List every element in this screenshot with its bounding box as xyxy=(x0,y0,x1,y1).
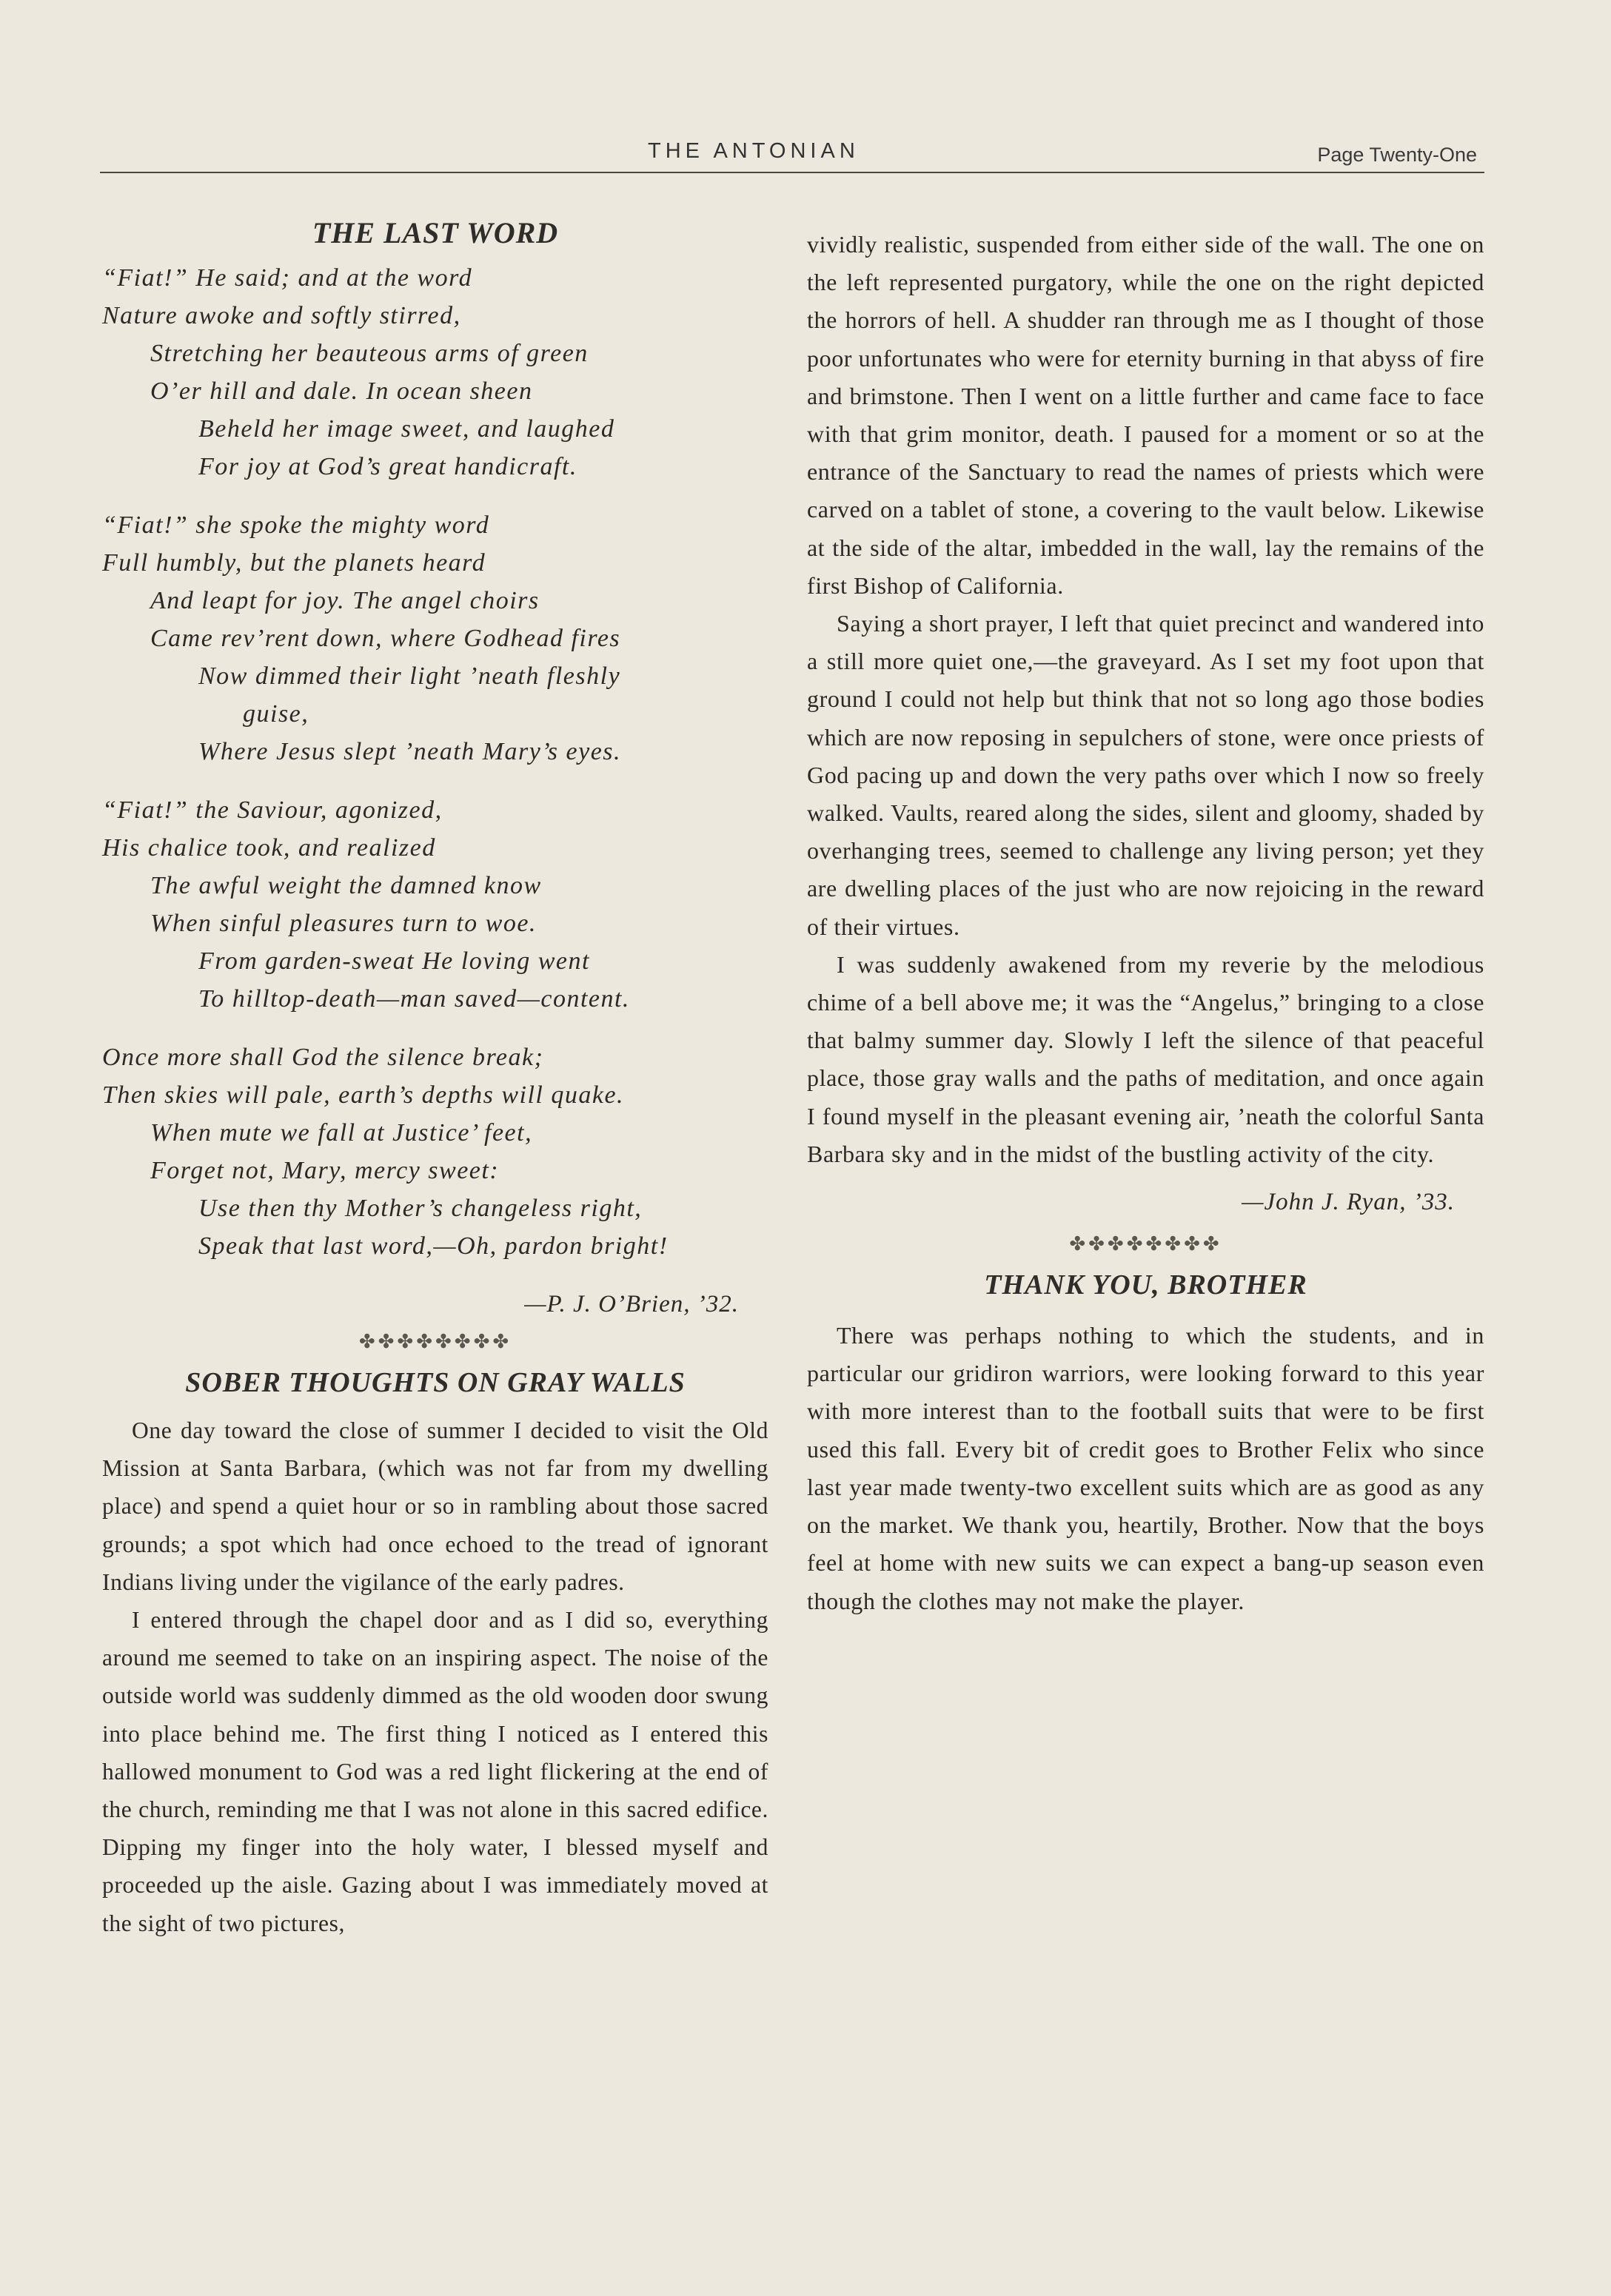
note-paragraph: There was perhaps nothing to which the students, and in particular our gridiron warriors, were looking forward to this year with more interest than to the football suits that were to be first used this fall. Every bit of credit goes to Brother Felix who since last year made twenty-two excellent suits which are as good as any on the market. We thank you, heartily, Brother. Now that the boys feel at home with new suits we can expect a bang-up season even though the clothes may not make the player. xyxy=(807,1322,1484,1614)
essay-paragraph-continued: vividly realistic, suspended from either side of the wall. The one on the left represented purgatory, while the one on the right depicted the horrors of hell. A shudder ran through me as I thought of those poor unfortunates who were for eternity burning in that abyss of fire and brimstone. Then I went on a little further and came face to face with that grim monitor, death. I paused for a moment or so at the entrance of the Sanctuary to read the names of priests which were carved on a tablet of stone, a covering to the vault below. Likewise at the side of the altar, imbedded in the wall, lay the remains of the first Bishop of California. xyxy=(807,231,1484,599)
poem-line: The awful weight the damned know xyxy=(150,872,542,899)
poem-line: “Fiat!” she spoke the mighty word xyxy=(102,511,490,539)
poem-title: THE LAST WORD xyxy=(312,216,559,249)
poem-line: When sinful pleasures turn to woe. xyxy=(150,910,537,937)
poem-stanza xyxy=(102,791,768,1018)
poem-body xyxy=(102,259,768,1265)
poem-line: Nature awoke and softly stirred, xyxy=(102,302,461,329)
poem-line: Once more shall God the silence break; xyxy=(102,1044,544,1071)
poem-line: Beheld her image sweet, and laughed xyxy=(198,415,615,443)
right-column xyxy=(807,226,1484,1620)
poem-line: When mute we fall at Justice’ feet, xyxy=(150,1119,533,1147)
journal-title: THE ANTONIAN xyxy=(648,139,860,163)
poem-line: Speak that last word,—Oh, pardon bright! xyxy=(198,1232,669,1260)
poem-line: “Fiat!” He said; and at the word xyxy=(102,264,473,292)
poem-line: Forget not, Mary, mercy sweet: xyxy=(150,1157,500,1184)
poem-stanza xyxy=(102,259,768,486)
poem-stanza xyxy=(102,1038,768,1265)
poem-line: To hilltop-death—man saved—content. xyxy=(198,985,630,1013)
poem-line: Then skies will pale, earth’s depths will quake. xyxy=(102,1081,625,1109)
poem-line: Came rev’rent down, where Godhead fires xyxy=(150,625,621,652)
poem-line: His chalice took, and realized xyxy=(102,834,436,862)
poem-line: Where Jesus slept ’neath Mary’s eyes. xyxy=(198,738,622,765)
poem-line: Stretching her beauteous arms of green xyxy=(150,340,589,367)
running-head xyxy=(100,139,1484,173)
essay-author: —John J. Ryan, ’33. xyxy=(1242,1189,1455,1216)
poem-line: From garden-sweat He loving went xyxy=(198,947,590,975)
poem-stanza xyxy=(102,506,768,771)
poem-author: —P. J. O’Brien, ’32. xyxy=(524,1291,739,1317)
essay-paragraph: Saying a short prayer, I left that quiet precinct and wandered into a still more quiet one,—the graveyard. As I set my foot upon that ground I could not help but think that not so long ago those bodies which are now reposing in sepulchers of stone, were once priests of God pacing up and down the very paths over which I now so freely walked. Vaults, reared along the sides, silent and gloomy, shaded by overhanging trees, seemed to challenge any living person; yet they are dwelling places of the just who are now rejoicing in the reward of their virtues. xyxy=(807,610,1484,940)
poem-line: guise, xyxy=(243,700,309,728)
poem-line: And leapt for joy. The angel choirs xyxy=(150,587,540,614)
essay-left-text xyxy=(102,1411,768,1942)
essay-paragraph: I was suddenly awakened from my reverie by the melodious chime of a bell above me; it was the “Angelus,” bringing to a close that balmy summer day. Slowly I left the silence of that peaceful place, those gray walls and the paths of meditation, and once again I found myself in the pleasant evening air, ’neath the colorful Santa Barbara sky and in the midst of the bustling activity of the city. xyxy=(807,950,1484,1167)
poem-line: Use then thy Mother’s changeless right, xyxy=(198,1195,643,1222)
essay-paragraph: I entered through the chapel door and as I did so, everything around me seemed to take on an inspiring aspect. The noise of the outside world was suddenly dimmed as the old wooden door swung into place behind me. The first thing I noticed as I entered this hallowed monument to God was a red light flickering at the end of the church, reminding me that I was not alone in this sacred edifice. Dipping my finger into the holy water, I blessed myself and proceeded up the aisle. Gazing about I was immediately moved at the sight of two pictures, xyxy=(102,1607,768,1936)
note-text xyxy=(807,1317,1484,1620)
section-divider-ornament: ✤✤✤✤✤✤✤✤ xyxy=(358,1331,512,1352)
poem-line: Now dimmed their light ’neath fleshly xyxy=(198,662,621,690)
essay-title: SOBER THOUGHTS ON GRAY WALLS xyxy=(185,1367,686,1398)
left-column xyxy=(102,215,768,1942)
poem-line: O’er hill and dale. In ocean sheen xyxy=(150,377,533,405)
note-title: THANK YOU, BROTHER xyxy=(984,1269,1307,1301)
poem-line: Full humbly, but the planets heard xyxy=(102,549,486,577)
poem-line: “Fiat!” the Saviour, agonized, xyxy=(102,796,443,824)
essay-paragraph: One day toward the close of summer I decided to visit the Old Mission at Santa Barbara, (which was not far from my dwelling place) and spend a quiet hour or so in rambling about those sacred grounds; a spot which had once echoed to the tread of ignorant Indians living under the vigilance of the early padres. xyxy=(102,1417,768,1595)
section-divider-ornament: ✤✤✤✤✤✤✤✤ xyxy=(1069,1233,1222,1255)
essay-right-text xyxy=(807,226,1484,1173)
poem-line: For joy at God’s great handicraft. xyxy=(198,453,577,480)
page-number: Page Twenty-One xyxy=(1317,144,1477,166)
